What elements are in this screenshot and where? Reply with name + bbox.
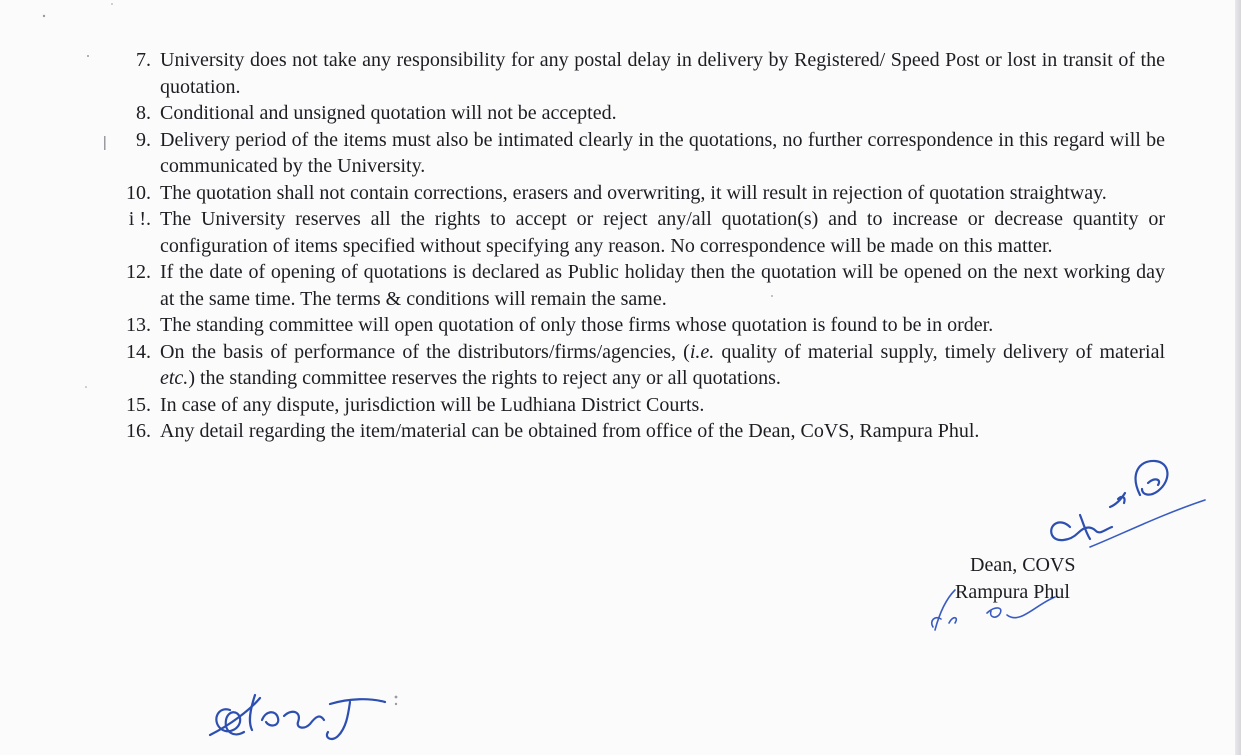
term-number: 8. [136, 102, 151, 124]
signatory-place: Rampura Phul [955, 581, 1070, 603]
term-text: Conditional and unsigned quotation will not be accepted. [160, 102, 617, 124]
term-number: 13. [126, 314, 151, 336]
term-text: In case of any dispute, jurisdiction will be Ludhiana District Courts. [160, 393, 705, 416]
term-number: 9. [136, 128, 151, 151]
term-text: Delivery period of the items must also be intimated clearly in the quotations, no further correspondence in this regard will be communicated by the University. [160, 128, 1165, 177]
term-number: 16. [126, 420, 151, 442]
signatory-title: Dean, COVS [970, 554, 1076, 576]
term-number: 12. [126, 261, 151, 283]
term-number: 15. [126, 393, 151, 416]
term-number: i !. [128, 208, 151, 230]
term-text: If the date of opening of quotations is declared as Public holiday then the quotation will be opened on the next working day at the same time. The terms & conditions will remain the same. [160, 261, 1165, 310]
term-number: 14. [126, 340, 151, 363]
term-text: On the basis of performance of the distributors/firms/agencies, (i.e. quality of material supply, timely delivery of material etc.) the standing committee reserves the rights to reject any or all quotations. [160, 340, 1165, 389]
scan-edge [1235, 0, 1241, 755]
term-text: The quotation shall not contain corrections, erasers and overwriting, it will result in rejection of quotation straightway. [160, 181, 1107, 204]
term-number: 10. [126, 181, 151, 204]
term-text: The standing committee will open quotation of only those firms whose quotation is found to be in order. [160, 314, 994, 336]
term-number: 7. [136, 49, 151, 71]
term-text: The University reserves all the rights to accept or reject any/all quotation(s) and to increase or decrease quantity or configuration of items specified without specifying any reason. No correspondence will be made on this matter. [160, 208, 1165, 257]
term-text: Any detail regarding the item/material can be obtained from office of the Dean, CoVS, Rampura Phul. [160, 420, 980, 442]
term-text: University does not take any responsibility for any postal delay in delivery by Registered/ Speed Post or lost in transit of the quotation. [160, 49, 1165, 98]
